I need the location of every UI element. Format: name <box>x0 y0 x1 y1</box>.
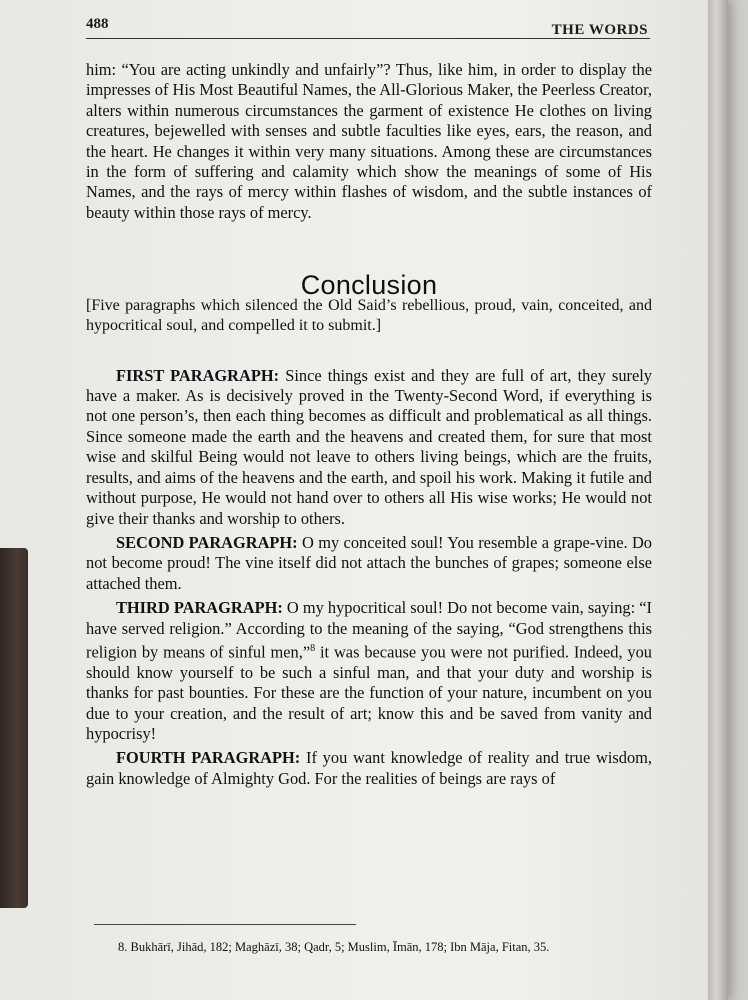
paragraph-text: Since things exist and they are full of art, they surely have a maker. As is decisively proved in the Twenty-Second Word, if everything is not one person’s, then each thing becomes as difficult and problematical as all things. Since someone made the earth and the heavens and created them, for sure that most wise and skilful Being would not leave to others living beings, which are the fruits, results, and aims of the heavens and the earth, and spoil his work. Making it futile and without purpose, He would not hand over to others all His wise works; He would not give their thanks and worship to others. <box>86 365 652 528</box>
running-title: THE WORDS <box>551 22 648 38</box>
footnote-rule <box>94 924 356 925</box>
paragraph-text: it was because you were not purified. Indeed, you should know yourself to be such a sinful man, and that your duty and worship is thanks for past bounties. For these are the function of your nature, incumbent on you due to your creation, and the result of art; know this and be saved from vanity and hypocrisy! <box>86 642 652 744</box>
page-edge <box>708 0 728 1000</box>
paragraph-heading: THIRD PARAGRAPH: <box>116 598 283 618</box>
first-paragraph <box>86 366 652 529</box>
footnote-reference[interactable]: 8 <box>310 642 316 654</box>
paragraph-text: O my hypocritical soul! Do not become vain, saying: “I have served religion.” According to the meaning of the saying, “God strengthens this religion by means of sinful men,” <box>86 598 652 662</box>
second-paragraph <box>86 533 652 594</box>
paragraph-text: O my conceited soul! You resemble a grape-vine. Do not become proud! The vine itself did not attach the bunches of grapes; someone else attached them. <box>86 532 652 593</box>
book-binding <box>0 548 28 908</box>
footnote: 8. Bukhārī, Jihād, 182; Maghāzī, 38; Qadr, 5; Muslim, Īmān, 178; Ibn Māja, Fitan, 35. <box>118 940 550 954</box>
third-paragraph <box>86 598 652 744</box>
page-body <box>86 60 652 789</box>
running-header <box>86 14 648 38</box>
header-rule <box>86 38 650 39</box>
intro-paragraph: him: “You are acting unkindly and unfairly”? Thus, like him, in order to display the impresses of His Most Beautiful Names, the All-Glorious Maker, the Peerless Creator, alters within numerous circumstances the garment of existence He clothes on living creatures, bejewelled with senses and subtle faculties like eyes, ears, the reason, and the heart. He changes it within very many situations. Among these are circumstances in the form of suffering and calamity which show the meanings of some of His Names, and the rays of mercy within flashes of wisdom, and the subtle instances of beauty within those rays of mercy. <box>86 60 652 222</box>
section-subtitle: [Five paragraphs which silenced the Old Said’s rebellious, proud, vain, conceited, and hypocritical soul, and compelled it to submit.] <box>86 296 652 334</box>
fourth-paragraph <box>86 748 652 789</box>
section-title: Conclusion <box>300 270 438 301</box>
paragraph-heading: FOURTH PARAGRAPH: <box>116 748 301 768</box>
page-number: 488 <box>86 16 109 32</box>
paragraph-heading: SECOND PARAGRAPH: <box>116 532 298 552</box>
paragraph-heading: FIRST PARAGRAPH: <box>116 365 280 385</box>
paragraph-text: If you want knowledge of reality and true wisdom, gain knowledge of Almighty God. For the realities of beings are rays of <box>86 748 652 788</box>
